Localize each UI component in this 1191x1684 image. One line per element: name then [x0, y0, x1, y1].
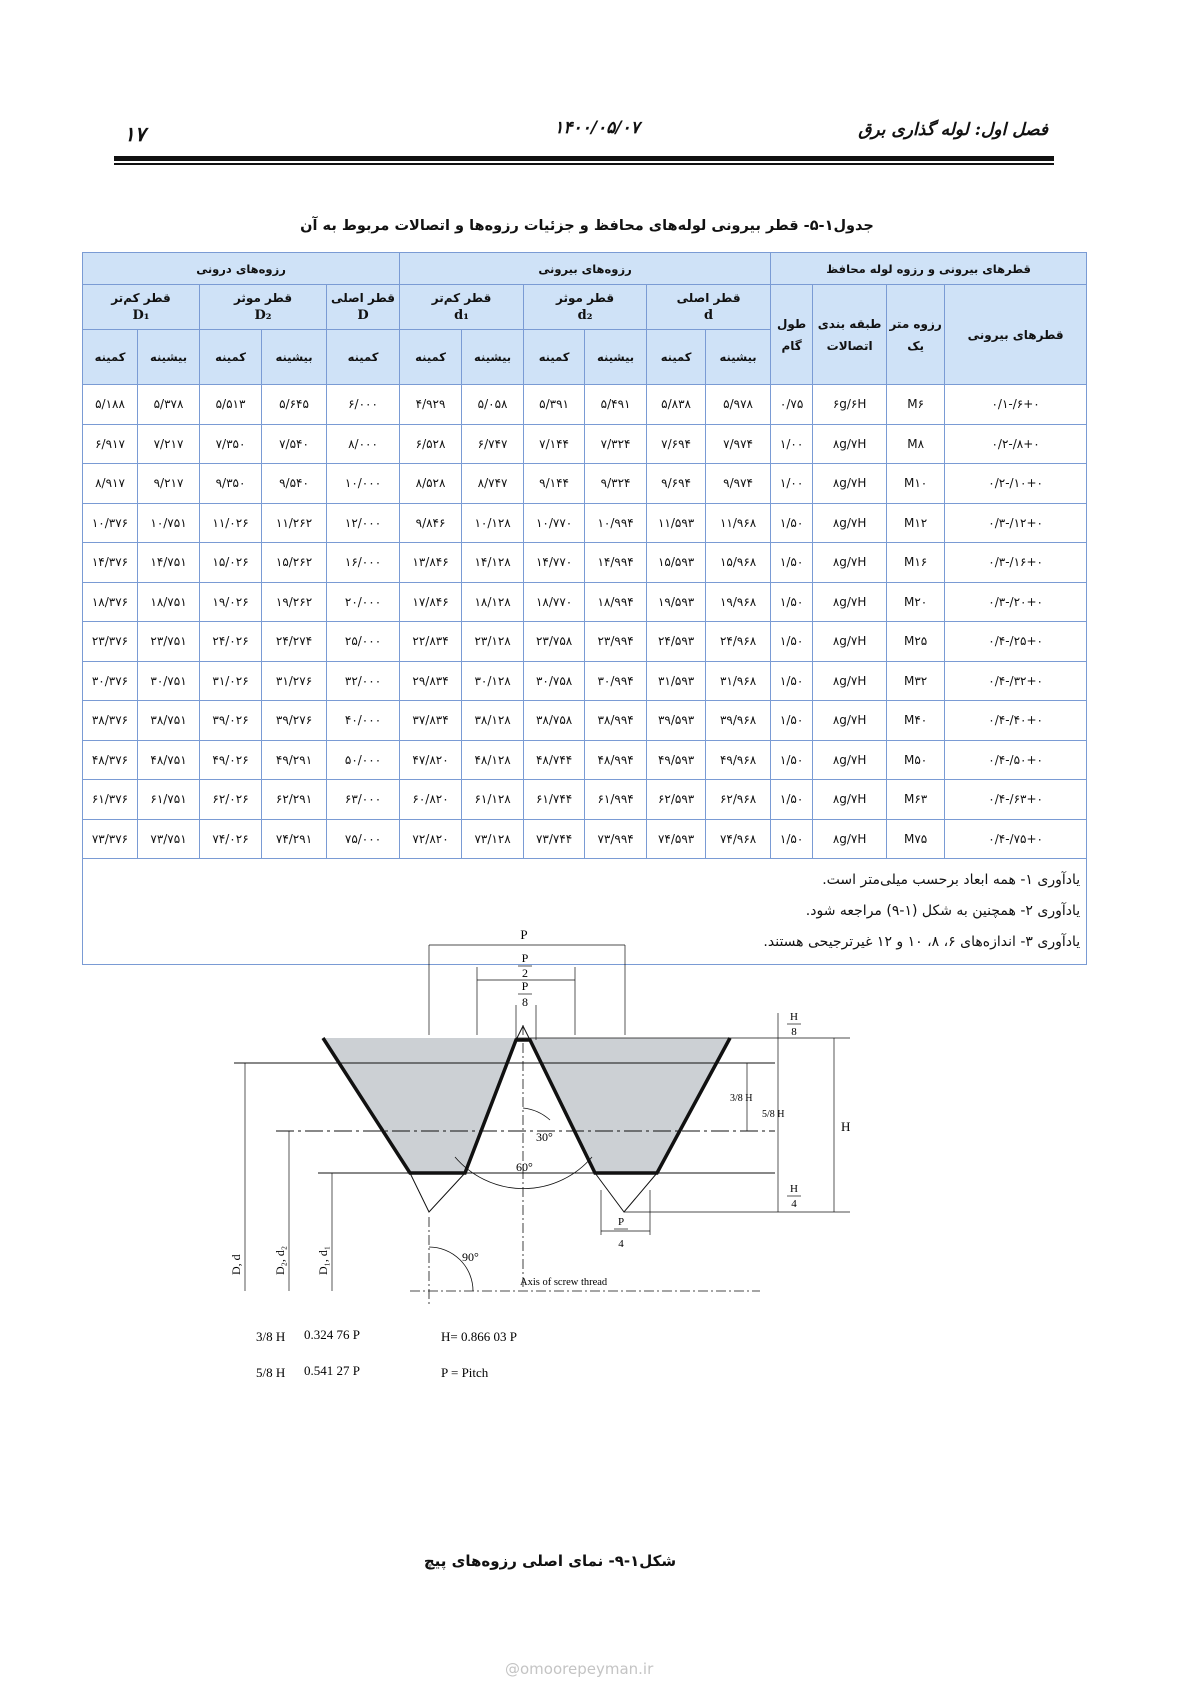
table-cell: ۵/۳۷۸: [138, 385, 200, 425]
table-cell: ۶/۹۱۷: [83, 424, 138, 464]
table-cell: ۶/۰۰۰: [327, 385, 400, 425]
label-axis-of-screw-thread: Axis of screw thread: [520, 1277, 608, 1288]
table-cell: ۶/۷۴۷: [462, 424, 524, 464]
col-header-ext-major-label: قطر اصلی: [676, 291, 741, 305]
table-cell: ۷۵/۰۰۰: [327, 819, 400, 859]
thread-spec-table: [82, 252, 1087, 965]
table-cell: ۷۴/۲۹۱: [262, 819, 327, 859]
table-cell: ۵/۰۵۸: [462, 385, 524, 425]
col-header-ext-pitch: [524, 285, 647, 330]
label-P-eighth-den: 8: [522, 995, 528, 1009]
table-cell: ۶g/۶H: [813, 385, 887, 425]
table-cell: ۱۸/۱۲۸: [462, 582, 524, 622]
table-cell: ۱۵/۲۶۲: [262, 543, 327, 583]
label-P-quarter-num: P: [617, 1216, 625, 1228]
table-cell: M۱۶: [887, 543, 945, 583]
chapter-title: فصل اول: لوله گذاری برق: [858, 120, 1048, 140]
table-row: [83, 622, 1087, 662]
table-cell: ۱/۵۰: [771, 503, 813, 543]
table-cell: ۳۰/۹۹۴: [585, 661, 647, 701]
table-cell: ۷/۳۵۰: [200, 424, 262, 464]
col-header-int-minor-label: قطر کم‌تر: [111, 291, 171, 305]
table-cell: ۶۰/۸۲۰: [400, 780, 462, 820]
table-row: [83, 701, 1087, 741]
table-cell: ۵/۵۱۳: [200, 385, 262, 425]
table-cell: ۲۳/۳۷۶: [83, 622, 138, 662]
col-header-ext-major-symbol: d: [704, 308, 714, 323]
table-cell: ۷/۶۹۴: [647, 424, 706, 464]
label-H-quarter-num: H: [790, 1183, 798, 1195]
col-header-int-major: [327, 285, 400, 330]
col-header-int-major-symbol: D: [357, 308, 369, 323]
page-header: [112, 112, 1056, 156]
formula-2-right: P = Pitch: [441, 1365, 489, 1380]
table-row: [83, 780, 1087, 820]
table-cell: ۵۰/۰۰۰: [327, 740, 400, 780]
table-cell: ۳۱/۲۷۶: [262, 661, 327, 701]
table-cell: ۱۹/۹۶۸: [706, 582, 771, 622]
max-header: بیشینه: [138, 330, 200, 385]
col-header-ext-major: [647, 285, 771, 330]
table-cell: ۳۰/۷۵۸: [524, 661, 585, 701]
table-cell: ۶۱/۷۴۴: [524, 780, 585, 820]
col-header-ext-pitch-symbol: d₂: [577, 308, 593, 323]
watermark-text: @omoorepeyman.ir: [505, 1660, 654, 1678]
table-cell: ۳۰/۱۲۸: [462, 661, 524, 701]
table-cell: ۱۹/۵۹۳: [647, 582, 706, 622]
max-header: بیشینه: [262, 330, 327, 385]
table-cell: ۱۲/۰۰۰: [327, 503, 400, 543]
table-cell: ۲۵/۰۰۰: [327, 622, 400, 662]
table-cell: ۹/۵۴۰: [262, 464, 327, 504]
note-3: یادآوری ۳- اندازه‌های ۶، ۸، ۱۰ و ۱۲ غیرترجیحی هستند.: [763, 934, 1081, 950]
table-cell: ۷۳/۳۷۶: [83, 819, 138, 859]
table-cell: ۱/۵۰: [771, 661, 813, 701]
table-cell: ۴۸/۷۴۴: [524, 740, 585, 780]
min-header: کمینه: [200, 330, 262, 385]
table-cell: ۴۹/۹۶۸: [706, 740, 771, 780]
table-cell: ۳۹/۵۹۳: [647, 701, 706, 741]
table-cell: ۶۲/۲۹۱: [262, 780, 327, 820]
table-cell: ۶۲/۵۹۳: [647, 780, 706, 820]
table-cell: ۵/۶۴۵: [262, 385, 327, 425]
table-cell: ۷۵+۰/-۰/۴: [945, 819, 1087, 859]
table-cell: ۱/۵۰: [771, 701, 813, 741]
table-cell: ۱۵/۵۹۳: [647, 543, 706, 583]
label-H-eighth-den: 8: [791, 1026, 797, 1038]
table-cell: ۱۶+۰/-۰/۳: [945, 543, 1087, 583]
table-cell: M۴۰: [887, 701, 945, 741]
table-cell: ۳۲/۰۰۰: [327, 661, 400, 701]
table-cell: ۱۸/۷۵۱: [138, 582, 200, 622]
table-cell: ۲۳/۱۲۸: [462, 622, 524, 662]
figure-caption: شکل۱-۹- نمای اصلی رزوه‌های پیچ: [423, 1552, 677, 1570]
col-header-outer-diameter: قطرهای بیرونی: [945, 285, 1087, 385]
table-cell: ۸g/۷H: [813, 582, 887, 622]
table-cell: ۶۱/۳۷۶: [83, 780, 138, 820]
group-header-conduit: قطرهای بیرونی و رزوه لوله محافظ: [771, 253, 1087, 285]
col-header-int-pitch: [200, 285, 327, 330]
page-number: ۱۷: [124, 122, 146, 146]
table-cell: ۹/۳۵۰: [200, 464, 262, 504]
label-P-half-num: P: [521, 951, 529, 965]
header-rule-thick: [114, 156, 1054, 161]
max-header: بیشینه: [706, 330, 771, 385]
table-cell: ۳۹/۲۷۶: [262, 701, 327, 741]
table-cell: ۲۲/۸۳۴: [400, 622, 462, 662]
formula-1-value: 0.324 76 P: [304, 1327, 360, 1342]
table-cell: ۸g/۷H: [813, 701, 887, 741]
note-1: یادآوری ۱- همه ابعاد برحسب میلی‌متر است.: [822, 872, 1081, 888]
table-cell: ۱۸/۹۹۴: [585, 582, 647, 622]
col-header-int-pitch-label: قطر موثر: [233, 291, 293, 305]
table-cell: ۸/۰۰۰: [327, 424, 400, 464]
table-cell: ۱/۵۰: [771, 780, 813, 820]
table-cell: ۶۲/۰۲۶: [200, 780, 262, 820]
table-row: [83, 424, 1087, 464]
table-row: [83, 543, 1087, 583]
table-cell: ۰/۷۵: [771, 385, 813, 425]
label-D1-d1: D₁, d₁: [316, 1245, 330, 1275]
label-angle-60: 60°: [516, 1160, 533, 1174]
group-header-internal: رزوه‌های درونی: [83, 253, 400, 285]
table-cell: ۷/۹۷۴: [706, 424, 771, 464]
table-cell: ۱/۵۰: [771, 740, 813, 780]
table-cell: ۵/۱۸۸: [83, 385, 138, 425]
table-cell: ۶۲/۹۶۸: [706, 780, 771, 820]
table-cell: ۹/۳۲۴: [585, 464, 647, 504]
table-cell: ۷۴/۹۶۸: [706, 819, 771, 859]
table-cell: ۱۴/۱۲۸: [462, 543, 524, 583]
table-cell: ۱۵/۹۶۸: [706, 543, 771, 583]
table-cell: ۲۴/۹۶۸: [706, 622, 771, 662]
table-cell: ۳۸/۳۷۶: [83, 701, 138, 741]
fundamental-triangle-right: [595, 1173, 657, 1212]
table-cell: ۳۰/۷۵۱: [138, 661, 200, 701]
header-date: ۱۴۰۰/۰۵/۰۷: [554, 118, 640, 138]
table-cell: ۱۰/۰۰۰: [327, 464, 400, 504]
table-cell: ۸g/۷H: [813, 780, 887, 820]
col-header-int-minor: [83, 285, 200, 330]
table-row: [83, 661, 1087, 701]
table-cell: ۹/۶۹۴: [647, 464, 706, 504]
table-cell: ۱۰/۱۲۸: [462, 503, 524, 543]
note-2: یادآوری ۲- همچنین به شکل (۱-۹) مراجعه شود.: [805, 903, 1081, 919]
table-row: [83, 385, 1087, 425]
table-cell: ۵/۳۹۱: [524, 385, 585, 425]
table-cell: ۶+۰/-۰/۱: [945, 385, 1087, 425]
table-cell: ۸g/۷H: [813, 503, 887, 543]
col-header-ext-minor: [400, 285, 524, 330]
table-cell: M۲۵: [887, 622, 945, 662]
table-cell: M۷۵: [887, 819, 945, 859]
table-cell: ۲۴/۵۹۳: [647, 622, 706, 662]
table-cell: M۸: [887, 424, 945, 464]
fundamental-triangle-left: [410, 1173, 465, 1212]
col-header-int-major-label: قطر اصلی: [331, 291, 395, 305]
table-cell: ۴۷/۸۲۰: [400, 740, 462, 780]
table-cell: ۳۸/۱۲۸: [462, 701, 524, 741]
col-header-ext-minor-symbol: d₁: [454, 308, 469, 323]
table-cell: ۱۴/۹۹۴: [585, 543, 647, 583]
table-cell: ۴/۹۲۹: [400, 385, 462, 425]
table-cell: ۴۰+۰/-۰/۴: [945, 701, 1087, 741]
col-header-int-minor-symbol: D₁: [132, 308, 150, 323]
table-cell: ۲۰+۰/-۰/۳: [945, 582, 1087, 622]
table-cell: M۳۲: [887, 661, 945, 701]
table-cell: M۲۰: [887, 582, 945, 622]
formula-1-right: H= 0.866 03 P: [441, 1329, 517, 1344]
table-row: [83, 740, 1087, 780]
table-cell: ۸/۵۲۸: [400, 464, 462, 504]
group-header-external: رزوه‌های بیرونی: [400, 253, 771, 285]
table-cell: ۶/۵۲۸: [400, 424, 462, 464]
table-cell: ۱۱/۲۶۲: [262, 503, 327, 543]
label-H-eighth-num: H: [790, 1011, 798, 1023]
table-cell: M۶۳: [887, 780, 945, 820]
table-row: [83, 464, 1087, 504]
table-cell: ۳۷/۸۳۴: [400, 701, 462, 741]
table-cell: ۵/۴۹۱: [585, 385, 647, 425]
table-header-row-2: [83, 285, 1087, 330]
formula-1-left: 3/8 H: [256, 1329, 286, 1344]
table-cell: ۹/۱۴۴: [524, 464, 585, 504]
label-P-eighth-num: P: [521, 979, 529, 993]
table-cell: ۹/۸۴۶: [400, 503, 462, 543]
table-cell: ۳۱/۹۶۸: [706, 661, 771, 701]
header-rule-thin: [114, 163, 1054, 165]
min-header: کمینه: [524, 330, 585, 385]
table-cell: ۱/۵۰: [771, 582, 813, 622]
min-header: کمینه: [647, 330, 706, 385]
table-cell: ۱۶/۰۰۰: [327, 543, 400, 583]
label-5-8-H: 5/8 H: [762, 1109, 785, 1120]
table-cell: ۶۳+۰/-۰/۴: [945, 780, 1087, 820]
table-cell: ۱۳/۸۴۶: [400, 543, 462, 583]
label-H: H: [841, 1119, 851, 1134]
table-cell: ۳۲+۰/-۰/۴: [945, 661, 1087, 701]
table-cell: ۱۱/۹۶۸: [706, 503, 771, 543]
table-cell: ۴۰/۰۰۰: [327, 701, 400, 741]
table-cell: ۷۴/۵۹۳: [647, 819, 706, 859]
label-P-half-den: 2: [522, 966, 528, 980]
table-cell: ۷/۲۱۷: [138, 424, 200, 464]
table-row: [83, 582, 1087, 622]
table-cell: ۷/۳۲۴: [585, 424, 647, 464]
table-cell: ۱۱/۰۲۶: [200, 503, 262, 543]
table-cell: ۳۸/۷۵۱: [138, 701, 200, 741]
table-cell: ۳۱/۵۹۳: [647, 661, 706, 701]
table-cell: M۱۲: [887, 503, 945, 543]
table-cell: ۶۱/۹۹۴: [585, 780, 647, 820]
table-cell: ۷/۵۴۰: [262, 424, 327, 464]
table-cell: ۳۸/۷۵۸: [524, 701, 585, 741]
table-cell: ۲۵+۰/-۰/۴: [945, 622, 1087, 662]
table-cell: ۷۴/۰۲۶: [200, 819, 262, 859]
table-cell: ۱۴/۷۵۱: [138, 543, 200, 583]
table-cell: ۴۸/۷۵۱: [138, 740, 200, 780]
table-cell: ۵/۸۳۸: [647, 385, 706, 425]
table-cell: ۷/۱۴۴: [524, 424, 585, 464]
table-cell: ۱/۵۰: [771, 543, 813, 583]
table-cell: ۲۴/۲۷۴: [262, 622, 327, 662]
col-header-int-pitch-symbol: D₂: [254, 308, 272, 323]
table-cell: ۱۰/۹۹۴: [585, 503, 647, 543]
col-header-pitch: طول گام: [771, 285, 813, 385]
table-cell: ۷۳/۹۹۴: [585, 819, 647, 859]
table-cell: ۱/۰۰: [771, 464, 813, 504]
table-cell: ۱۰/۳۷۶: [83, 503, 138, 543]
label-angle-30: 30°: [536, 1130, 553, 1144]
table-cell: ۴۹/۲۹۱: [262, 740, 327, 780]
table-cell: ۲۳/۹۹۴: [585, 622, 647, 662]
table-header-row-1: [83, 253, 1087, 285]
table-row: [83, 503, 1087, 543]
table-cell: ۹/۹۷۴: [706, 464, 771, 504]
table-cell: ۵/۹۷۸: [706, 385, 771, 425]
table-cell: ۷۳/۷۵۱: [138, 819, 200, 859]
table-cell: ۶۳/۰۰۰: [327, 780, 400, 820]
table-cell: ۱/۵۰: [771, 622, 813, 662]
table-cell: ۲۳/۷۵۱: [138, 622, 200, 662]
table-cell: ۸g/۷H: [813, 543, 887, 583]
angle-30-arc: [523, 1108, 550, 1120]
table-cell: ۱/۵۰: [771, 819, 813, 859]
table-cell: ۶۱/۱۲۸: [462, 780, 524, 820]
table-cell: ۱۸/۳۷۶: [83, 582, 138, 622]
table-cell: ۹/۲۱۷: [138, 464, 200, 504]
thread-profile-diagram: [220, 925, 940, 1485]
table-cell: ۷۲/۸۲۰: [400, 819, 462, 859]
table-cell: ۴۸/۱۲۸: [462, 740, 524, 780]
table-cell: ۱۹/۲۶۲: [262, 582, 327, 622]
col-header-ext-minor-label: قطر کم‌تر: [431, 291, 492, 305]
table-cell: ۱۸/۷۷۰: [524, 582, 585, 622]
table-cell: ۱/۰۰: [771, 424, 813, 464]
table-cell: ۱۴/۳۷۶: [83, 543, 138, 583]
label-D-d: D, d: [229, 1254, 243, 1275]
table-cell: ۸g/۷H: [813, 622, 887, 662]
max-header: بیشینه: [462, 330, 524, 385]
table-cell: ۳۱/۰۲۶: [200, 661, 262, 701]
table-cell: ۱۰/۷۷۰: [524, 503, 585, 543]
table-cell: ۲۰/۰۰۰: [327, 582, 400, 622]
table-body: [83, 385, 1087, 859]
table-cell: ۴۸/۹۹۴: [585, 740, 647, 780]
formula-2-left: 5/8 H: [256, 1365, 286, 1380]
table-cell: ۷۳/۱۲۸: [462, 819, 524, 859]
table-cell: ۵۰+۰/-۰/۴: [945, 740, 1087, 780]
col-header-fit-class: طبقه بندی اتصالات: [813, 285, 887, 385]
table-row: [83, 819, 1087, 859]
table-cell: ۳۰/۳۷۶: [83, 661, 138, 701]
label-H-quarter-den: 4: [791, 1198, 797, 1210]
min-header: کمینه: [83, 330, 138, 385]
table-cell: ۸g/۷H: [813, 819, 887, 859]
col-header-metric-thread: رزوه متر یک: [887, 285, 945, 385]
table-cell: ۱۰/۷۵۱: [138, 503, 200, 543]
table-cell: ۱۵/۰۲۶: [200, 543, 262, 583]
table-cell: ۲۳/۷۵۸: [524, 622, 585, 662]
table-cell: ۴۹/۰۲۶: [200, 740, 262, 780]
table-cell: ۱۰+۰/-۰/۲: [945, 464, 1087, 504]
table-cell: ۱۷/۸۴۶: [400, 582, 462, 622]
table-cell: ۷۳/۷۴۴: [524, 819, 585, 859]
label-D2-d2: D₂, d₂: [273, 1245, 287, 1275]
table-cell: ۲۹/۸۳۴: [400, 661, 462, 701]
table-cell: M۱۰: [887, 464, 945, 504]
table-cell: ۱۴/۷۷۰: [524, 543, 585, 583]
table-cell: ۸/۹۱۷: [83, 464, 138, 504]
table-cell: ۸g/۷H: [813, 661, 887, 701]
table-cell: M۶: [887, 385, 945, 425]
label-3-8-H: 3/8 H: [730, 1093, 753, 1104]
table-cell: ۲۴/۰۲۶: [200, 622, 262, 662]
col-header-ext-pitch-label: قطر موثر: [556, 291, 615, 305]
min-header: کمینه: [327, 330, 400, 385]
table-caption: جدول۱-۵- قطر بیرونی لوله‌های محافظ و جزئیات رزوه‌ها و اتصالات مربوط به آن: [300, 218, 874, 234]
table-cell: ۶۱/۷۵۱: [138, 780, 200, 820]
max-header: بیشینه: [585, 330, 647, 385]
table-cell: ۱۱/۵۹۳: [647, 503, 706, 543]
table-cell: ۱۲+۰/-۰/۳: [945, 503, 1087, 543]
table-cell: ۸+۰/-۰/۲: [945, 424, 1087, 464]
table-cell: ۸/۷۴۷: [462, 464, 524, 504]
label-P: P: [520, 927, 528, 942]
table-cell: ۴۸/۳۷۶: [83, 740, 138, 780]
table-cell: ۴۹/۵۹۳: [647, 740, 706, 780]
table-cell: ۸g/۷H: [813, 464, 887, 504]
table-cell: ۱۹/۰۲۶: [200, 582, 262, 622]
table-cell: ۳۹/۰۲۶: [200, 701, 262, 741]
table-cell: ۸g/۷H: [813, 740, 887, 780]
formula-2-value: 0.541 27 P: [304, 1363, 360, 1378]
min-header: کمینه: [400, 330, 462, 385]
table-cell: ۸g/۷H: [813, 424, 887, 464]
label-angle-90: 90°: [462, 1250, 479, 1264]
table-cell: ۳۹/۹۶۸: [706, 701, 771, 741]
table-cell: ۳۸/۹۹۴: [585, 701, 647, 741]
table-cell: M۵۰: [887, 740, 945, 780]
label-P-quarter-den: 4: [618, 1238, 624, 1250]
